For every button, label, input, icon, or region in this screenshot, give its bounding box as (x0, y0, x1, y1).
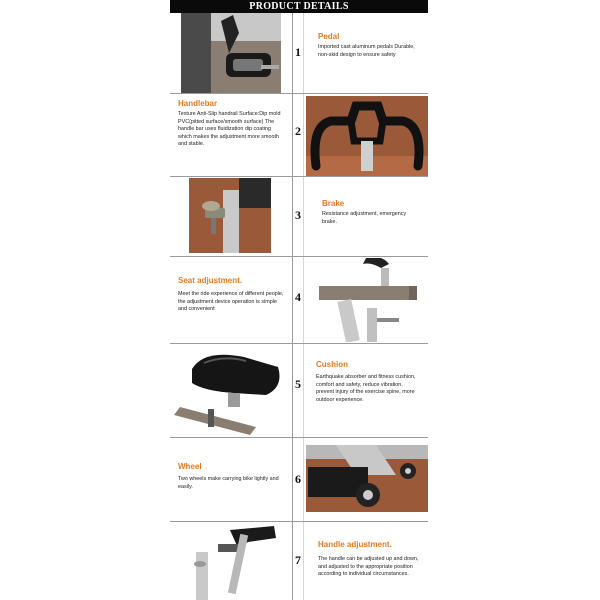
item-description: The handle can be adjusted up and down, and adjusted to the appropriate position according to individual circumstances. (318, 556, 419, 578)
item-description: Earthquake absorber and fitness cushion, comfort and safety, reduce vibration, prevent injury of the exercise spine, more outdoor experience. (316, 374, 416, 403)
item-description: Texture Anti-Slip handrail Surface:Dip mold PVC(pitted surface/smooth surface) The handle bar uses fluidization dip coating which makes the adjustment more smooth and stable. (178, 111, 281, 148)
handlebar-photo (306, 96, 428, 176)
item-number: 2 (295, 124, 301, 138)
item-description: Meet the ride experience of different people, the adjustment device operation is simple and convenient (178, 291, 284, 313)
row-divider (170, 256, 428, 257)
brake-photo (189, 178, 271, 253)
item-number: 1 (295, 45, 301, 59)
pedal-photo (181, 13, 281, 93)
handle-adjustment-photo (186, 524, 278, 600)
item-number: 7 (295, 553, 301, 567)
item-title: Handlebar (178, 99, 218, 108)
page-title: PRODUCT DETAILS (170, 0, 428, 13)
row-divider (170, 93, 428, 94)
item-title: Cushion (316, 360, 348, 369)
item-title: Wheel (178, 462, 202, 471)
row-divider (170, 437, 428, 438)
row-divider (170, 176, 428, 177)
item-title: Handle adjustment. (318, 540, 392, 549)
wheel-photo (306, 445, 428, 512)
item-title: Brake (322, 199, 345, 208)
item-title: Pedal (318, 32, 340, 41)
row-divider (170, 521, 428, 522)
column-divider (292, 13, 293, 600)
column-divider (303, 13, 304, 600)
item-description: Imported cast aluminum pedals Durable, non-skid design to ensure safety (318, 44, 415, 58)
item-description: Two wheels make carrying bike lightly and easily. (178, 476, 279, 490)
cushion-photo (174, 347, 288, 435)
item-number: 6 (295, 472, 301, 486)
row-divider (170, 343, 428, 344)
item-description: Resistance adjustment, emergency brake. (322, 211, 407, 225)
item-number: 3 (295, 208, 301, 222)
item-number: 4 (295, 290, 301, 304)
item-title: Seat adjustment. (178, 276, 243, 285)
item-number: 5 (295, 377, 301, 391)
seat-adjustment-photo (311, 258, 421, 342)
